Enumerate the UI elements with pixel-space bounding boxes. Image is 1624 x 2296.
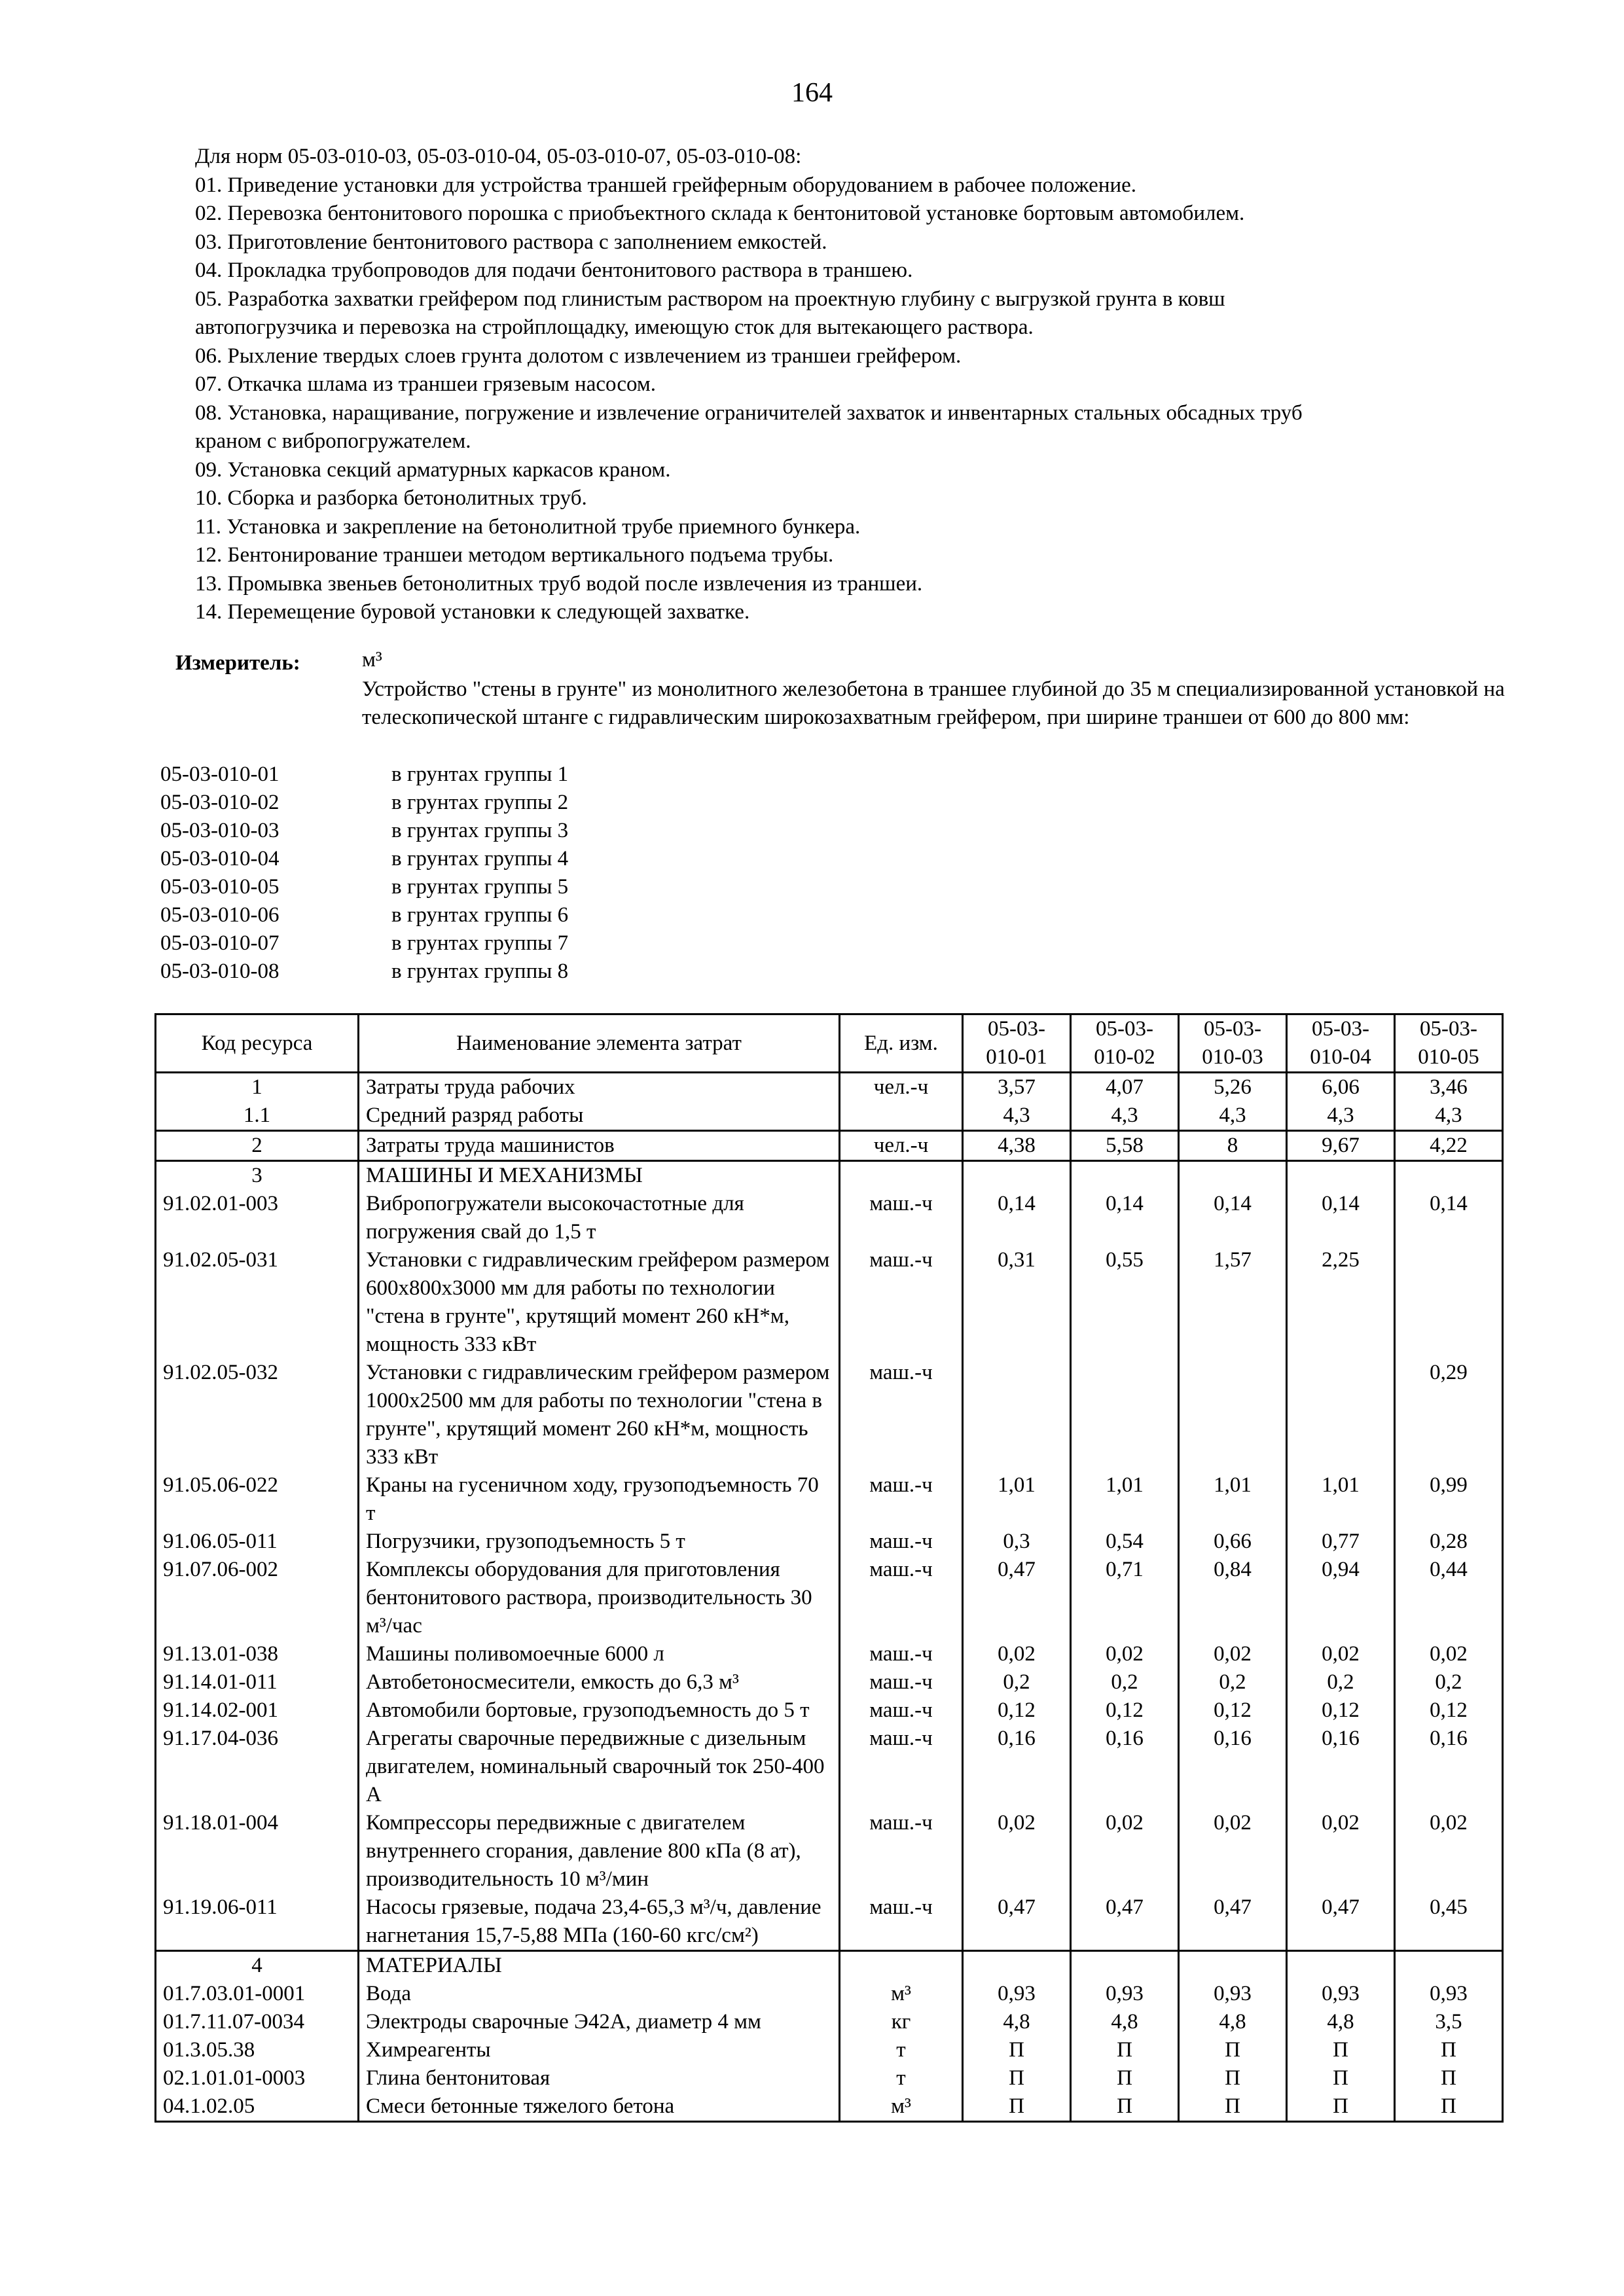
table-row	[156, 1809, 1503, 1893]
resource-name: Агрегаты сварочные передвижные с дизельным двигателем, номинальный сварочный ток 250-400 А	[359, 1725, 840, 1809]
table-row	[156, 1528, 1503, 1556]
norm-value: П	[1395, 2036, 1503, 2064]
norm-value: 0,31	[963, 1246, 1071, 1359]
norm-value: 0,28	[1395, 1528, 1503, 1556]
norm-value: 0,14	[1287, 1190, 1395, 1246]
resource-name: Краны на гусеничном ходу, грузоподъемность 70 т	[359, 1471, 840, 1528]
norm-value: 0,94	[1287, 1556, 1395, 1640]
norm-code: 05-03-010-05	[160, 875, 280, 899]
norm-value: 4,8	[1287, 2008, 1395, 2036]
norm-value: 0,02	[1287, 1640, 1395, 1668]
norm-code: 05-03-010-08	[160, 960, 280, 983]
resource-name: Затраты труда машинистов	[359, 1131, 840, 1161]
measure-unit: м³	[362, 648, 382, 672]
step-line: 02. Перевозка бентонитового порошка с приобъектного склада к бентонитовой установке бортовым автомобилем.	[195, 202, 1245, 225]
resource-code: 01.3.05.38	[156, 2036, 359, 2064]
resource-name: Компрессоры передвижные с двигателем внутреннего сгорания, давление 800 кПа (8 ат), производительность 10 м³/мин	[359, 1809, 840, 1893]
norm-value: 0,12	[963, 1696, 1071, 1725]
resource-code: 91.05.06-022	[156, 1471, 359, 1528]
table-row	[156, 1980, 1503, 2008]
resource-code: 04.1.02.05	[156, 2092, 359, 2122]
norm-value: 0,14	[1395, 1190, 1503, 1246]
norm-value: 0,02	[1179, 1640, 1287, 1668]
intro-header: Для норм 05-03-010-03, 05-03-010-04, 05-03-010-07, 05-03-010-08:	[195, 145, 802, 168]
step-line: 14. Перемещение буровой установки к следующей захватке.	[195, 600, 750, 624]
step-line: 13. Промывка звеньев бетонолитных труб водой после извлечения из траншеи.	[195, 571, 923, 596]
measure-description: Устройство "стены в грунте" из монолитного железобетона в траншее глубиной до 35 м специализированной установкой на телескопической штанге с гидравлическим широкозахватным грейфером, при ширине траншеи от 600 до 800 мм:	[362, 677, 1505, 729]
resource-code: 91.18.01-004	[156, 1809, 359, 1893]
resource-name: Средний разряд работы	[359, 1102, 840, 1131]
resource-name: Насосы грязевые, подача 23,4-65,3 м³/ч, давление нагнетания 15,7-5,88 МПа (160-60 кгс/см²)	[359, 1893, 840, 1951]
norm-value: П	[1287, 2036, 1395, 2064]
norm-value: 0,16	[1287, 1725, 1395, 1809]
norm-value: 0,2	[1179, 1668, 1287, 1696]
norm-value: 0,2	[963, 1668, 1071, 1696]
norm-value: 0,47	[1071, 1893, 1179, 1951]
norm-value: 4,07	[1071, 1073, 1179, 1102]
norm-value: 4,8	[963, 2008, 1071, 2036]
norm-value: 2,25	[1287, 1246, 1395, 1359]
resource-name: Установки с гидравлическим грейфером размером 1000x2500 мм для работы по технологии "стена в грунте", крутящий момент 260 кН*м, мощность 333 кВт	[359, 1359, 840, 1471]
step-line: 12. Бентонирование траншеи методом вертикального подъема трубы.	[195, 543, 834, 567]
norm-value: 0,77	[1287, 1528, 1395, 1556]
norm-value: 0,16	[1071, 1725, 1179, 1809]
table-row	[156, 1696, 1503, 1725]
norm-value	[1287, 1359, 1395, 1471]
norm-value: П	[1179, 2064, 1287, 2092]
table-row	[156, 1073, 1503, 1102]
norm-text: в грунтах группы 4	[391, 847, 569, 870]
norm-value: 5,58	[1071, 1131, 1179, 1161]
norm-value: 0,14	[1071, 1190, 1179, 1246]
resource-name: Комплексы оборудования для приготовления бентонитового раствора, производительность 30 м³/час	[359, 1556, 840, 1640]
table-row	[156, 1190, 1503, 1246]
norm-value: 4,8	[1071, 2008, 1179, 2036]
col-header-code: Код ресурса	[156, 1014, 359, 1073]
table-row	[156, 1725, 1503, 1809]
resource-unit	[840, 1102, 963, 1131]
resource-code: 91.02.05-031	[156, 1246, 359, 1359]
resource-name: Электроды сварочные Э42А, диаметр 4 мм	[359, 2008, 840, 2036]
resource-unit: маш.-ч	[840, 1668, 963, 1696]
norm-value: 3,5	[1395, 2008, 1503, 2036]
resource-name: Химреагенты	[359, 2036, 840, 2064]
col-header-norm: 05-03-010-01	[963, 1014, 1071, 1073]
norm-value: П	[1395, 2064, 1503, 2092]
norm-value	[1287, 1161, 1395, 1191]
resource-unit: кг	[840, 2008, 963, 2036]
norm-value: 4,3	[1179, 1102, 1287, 1131]
norm-value: 0,02	[1287, 1809, 1395, 1893]
table-row	[156, 1246, 1503, 1359]
norm-value: 8	[1179, 1131, 1287, 1161]
table-row	[156, 1893, 1503, 1951]
table-row	[156, 1668, 1503, 1696]
norm-value: П	[1179, 2036, 1287, 2064]
resource-unit: чел.-ч	[840, 1131, 963, 1161]
col-header-norm: 05-03-010-05	[1395, 1014, 1503, 1073]
resource-code: 01.7.03.01-0001	[156, 1980, 359, 2008]
resource-code: 1	[156, 1073, 359, 1102]
resource-name: Машины поливомоечные 6000 л	[359, 1640, 840, 1668]
norm-value: 0,47	[1287, 1893, 1395, 1951]
norm-value: П	[1395, 2092, 1503, 2122]
col-header-name: Наименование элемента затрат	[359, 1014, 840, 1073]
resource-code: 1.1	[156, 1102, 359, 1131]
norm-value: 1,01	[1287, 1471, 1395, 1528]
norm-code: 05-03-010-04	[160, 847, 280, 870]
table-row	[156, 1102, 1503, 1131]
norm-value: П	[1287, 2064, 1395, 2092]
resource-name: Погрузчики, грузоподъемность 5 т	[359, 1528, 840, 1556]
resource-name: Смеси бетонные тяжелого бетона	[359, 2092, 840, 2122]
col-header-norm: 05-03-010-03	[1179, 1014, 1287, 1073]
norm-value	[963, 1951, 1071, 1981]
norm-code: 05-03-010-01	[160, 762, 280, 786]
norm-text: в грунтах группы 6	[391, 903, 569, 927]
norm-value: 0,44	[1395, 1556, 1503, 1640]
table-row	[156, 2064, 1503, 2092]
step-line: автопогрузчика и перевозка на стройплощадку, имеющую сток для вытекающего раствора.	[195, 315, 1034, 339]
norm-value: 0,3	[963, 1528, 1071, 1556]
norm-value: 0,14	[1179, 1190, 1287, 1246]
norm-value: 0,93	[963, 1980, 1071, 2008]
norm-value: 0,47	[963, 1893, 1071, 1951]
norm-value: 0,02	[1395, 1809, 1503, 1893]
norm-value: 0,29	[1395, 1359, 1503, 1471]
norm-value: 0,02	[963, 1809, 1071, 1893]
resource-name: Автомобили бортовые, грузоподъемность до 5 т	[359, 1696, 840, 1725]
resource-unit: маш.-ч	[840, 1528, 963, 1556]
step-line: 05. Разработка захватки грейфером под глинистым раствором на проектную глубину с выгрузкой грунта в ковш	[195, 287, 1225, 311]
resource-name: Вода	[359, 1980, 840, 2008]
table-row	[156, 2008, 1503, 2036]
norm-value: П	[1071, 2036, 1179, 2064]
measure-label: Измеритель:	[175, 651, 300, 675]
norm-value: 0,16	[1179, 1725, 1287, 1809]
resource-code: 91.07.06-002	[156, 1556, 359, 1640]
norm-value: 0,14	[963, 1190, 1071, 1246]
table-header-row	[156, 1014, 1503, 1073]
step-line: 07. Откачка шлама из траншеи грязевым насосом.	[195, 372, 656, 396]
table-row	[156, 2092, 1503, 2122]
step-line: 09. Установка секций арматурных каркасов краном.	[195, 457, 671, 482]
page-number: 164	[791, 78, 833, 108]
norm-value: 0,99	[1395, 1471, 1503, 1528]
norm-value: 0,2	[1287, 1668, 1395, 1696]
norm-value	[1287, 1951, 1395, 1981]
norm-value: 0,02	[1395, 1640, 1503, 1668]
norm-text: в грунтах группы 3	[391, 819, 569, 842]
norm-value: 0,2	[1395, 1668, 1503, 1696]
norm-value: 4,3	[1287, 1102, 1395, 1131]
work-composition	[195, 143, 1478, 627]
step-line: краном с вибропогружателем.	[195, 429, 471, 453]
step-line: 04. Прокладка трубопроводов для подачи бентонитового раствора в траншею.	[195, 259, 913, 282]
norm-value: П	[1071, 2064, 1179, 2092]
resource-unit: маш.-ч	[840, 1640, 963, 1668]
norm-value: 0,84	[1179, 1556, 1287, 1640]
resource-code: 91.06.05-011	[156, 1528, 359, 1556]
norm-value: 0,2	[1071, 1668, 1179, 1696]
norm-value: 0,02	[963, 1640, 1071, 1668]
resource-unit: маш.-ч	[840, 1809, 963, 1893]
norm-value: 3,57	[963, 1073, 1071, 1102]
norm-value	[1179, 1951, 1287, 1981]
resource-unit: м³	[840, 2092, 963, 2122]
resource-name: МАШИНЫ И МЕХАНИЗМЫ	[359, 1161, 840, 1191]
norm-value: 1,01	[1179, 1471, 1287, 1528]
resource-unit: т	[840, 2036, 963, 2064]
col-header-norm: 05-03-010-04	[1287, 1014, 1395, 1073]
norm-value: 0,93	[1287, 1980, 1395, 2008]
norm-value: 0,12	[1395, 1696, 1503, 1725]
resource-code: 01.7.11.07-0034	[156, 2008, 359, 2036]
norm-value	[963, 1359, 1071, 1471]
resource-code: 91.14.02-001	[156, 1696, 359, 1725]
step-line: 03. Приготовление бентонитового раствора с заполнением емкостей.	[195, 230, 827, 254]
norm-value: П	[1287, 2092, 1395, 2122]
norm-value: П	[963, 2036, 1071, 2064]
norm-value: 4,3	[1395, 1102, 1503, 1131]
norm-value: 4,22	[1395, 1131, 1503, 1161]
norm-value	[1395, 1246, 1503, 1359]
norm-value: 0,71	[1071, 1556, 1179, 1640]
step-line: 06. Рыхление твердых слоев грунта долотом с извлечением из траншеи грейфером.	[195, 344, 962, 368]
norm-value: 9,67	[1287, 1131, 1395, 1161]
norm-value	[1179, 1359, 1287, 1471]
resource-name: Глина бентонитовая	[359, 2064, 840, 2092]
norm-value: 6,06	[1287, 1073, 1395, 1102]
resource-name: Вибропогружатели высокочастотные для погружения свай до 1,5 т	[359, 1190, 840, 1246]
norm-text: в грунтах группы 7	[391, 931, 569, 955]
norm-value: 0,12	[1071, 1696, 1179, 1725]
norm-value	[1179, 1161, 1287, 1191]
norm-value	[1071, 1359, 1179, 1471]
resource-name: Затраты труда рабочих	[359, 1073, 840, 1102]
norm-code: 05-03-010-02	[160, 791, 280, 814]
norm-value: 1,57	[1179, 1246, 1287, 1359]
norm-value: П	[963, 2092, 1071, 2122]
resource-code: 91.14.01-011	[156, 1668, 359, 1696]
norm-value: 3,46	[1395, 1073, 1503, 1102]
resource-unit: маш.-ч	[840, 1696, 963, 1725]
norm-code: 05-03-010-07	[160, 931, 280, 955]
table-row	[156, 1131, 1503, 1161]
resource-code: 2	[156, 1131, 359, 1161]
table-row	[156, 1951, 1503, 1981]
norm-value: 4,3	[963, 1102, 1071, 1131]
resource-name: Установки с гидравлическим грейфером размером 600x800x3000 мм для работы по технологии "стена в грунте", крутящий момент 260 кН*м, мощность 333 кВт	[359, 1246, 840, 1359]
table-row	[156, 1161, 1503, 1191]
col-header-norm: 05-03-010-02	[1071, 1014, 1179, 1073]
resource-name: Автобетоносмесители, емкость до 6,3 м³	[359, 1668, 840, 1696]
norm-value: 0,47	[1179, 1893, 1287, 1951]
norm-value: П	[963, 2064, 1071, 2092]
norm-value: 4,38	[963, 1131, 1071, 1161]
norm-value: 0,12	[1179, 1696, 1287, 1725]
norm-code: 05-03-010-06	[160, 903, 280, 927]
norm-value	[1395, 1951, 1503, 1981]
resource-table	[154, 1013, 1504, 2123]
norm-value: 0,02	[1071, 1809, 1179, 1893]
resource-code: 91.19.06-011	[156, 1893, 359, 1951]
step-line: 10. Сборка и разборка бетонолитных труб.	[195, 486, 587, 510]
norm-value	[1071, 1951, 1179, 1981]
resource-code: 02.1.01.01-0003	[156, 2064, 359, 2092]
resource-code: 91.17.04-036	[156, 1725, 359, 1809]
norm-value: 0,66	[1179, 1528, 1287, 1556]
norm-value: 4,3	[1071, 1102, 1179, 1131]
resource-unit: маш.-ч	[840, 1893, 963, 1951]
norm-value: 1,01	[963, 1471, 1071, 1528]
table-row	[156, 2036, 1503, 2064]
norm-text: в грунтах группы 5	[391, 875, 569, 899]
norm-value: 0,93	[1395, 1980, 1503, 2008]
resource-unit: м³	[840, 1980, 963, 2008]
norm-value	[1395, 1161, 1503, 1191]
norm-value: 4,8	[1179, 2008, 1287, 2036]
resource-name: МАТЕРИАЛЫ	[359, 1951, 840, 1981]
norm-value: 0,93	[1071, 1980, 1179, 2008]
step-line: 01. Приведение установки для устройства траншей грейферным оборудованием в рабочее положение.	[195, 173, 1137, 197]
norm-value: 0,02	[1179, 1809, 1287, 1893]
resource-code: 91.02.01-003	[156, 1190, 359, 1246]
norm-text: в грунтах группы 1	[391, 762, 569, 786]
norm-value: 1,01	[1071, 1471, 1179, 1528]
col-header-unit: Ед. изм.	[840, 1014, 963, 1073]
norm-value	[1071, 1161, 1179, 1191]
step-line: 11. Установка и закрепление на бетонолитной трубе приемного бункера.	[195, 514, 861, 539]
norm-value: 0,16	[1395, 1725, 1503, 1809]
resource-unit: т	[840, 2064, 963, 2092]
resource-code: 4	[156, 1951, 359, 1981]
table-row	[156, 1359, 1503, 1471]
table-row	[156, 1640, 1503, 1668]
resource-unit	[840, 1951, 963, 1981]
norm-text: в грунтах группы 2	[391, 791, 569, 814]
resource-unit	[840, 1161, 963, 1191]
resource-unit: маш.-ч	[840, 1246, 963, 1359]
resource-unit: чел.-ч	[840, 1073, 963, 1102]
table-row	[156, 1556, 1503, 1640]
step-line: 08. Установка, наращивание, погружение и извлечение ограничителей захваток и инвентарных стальных обсадных труб	[195, 401, 1303, 425]
resource-code: 91.02.05-032	[156, 1359, 359, 1471]
norm-value: 0,45	[1395, 1893, 1503, 1951]
resource-code: 3	[156, 1161, 359, 1191]
resource-code: 91.13.01-038	[156, 1640, 359, 1668]
norm-value: 0,02	[1071, 1640, 1179, 1668]
norm-code: 05-03-010-03	[160, 819, 280, 842]
norm-text: в грунтах группы 8	[391, 960, 569, 983]
norm-value: 0,93	[1179, 1980, 1287, 2008]
norm-value	[963, 1161, 1071, 1191]
norm-value: 5,26	[1179, 1073, 1287, 1102]
norm-value: 0,47	[963, 1556, 1071, 1640]
table-row	[156, 1471, 1503, 1528]
resource-unit: маш.-ч	[840, 1190, 963, 1246]
norm-value: 0,55	[1071, 1246, 1179, 1359]
norm-value: П	[1179, 2092, 1287, 2122]
norm-value: 0,16	[963, 1725, 1071, 1809]
resource-unit: маш.-ч	[840, 1359, 963, 1471]
norm-value: 0,54	[1071, 1528, 1179, 1556]
resource-unit: маш.-ч	[840, 1725, 963, 1809]
resource-unit: маш.-ч	[840, 1471, 963, 1528]
norm-value: 0,12	[1287, 1696, 1395, 1725]
norm-value: П	[1071, 2092, 1179, 2122]
resource-unit: маш.-ч	[840, 1556, 963, 1640]
